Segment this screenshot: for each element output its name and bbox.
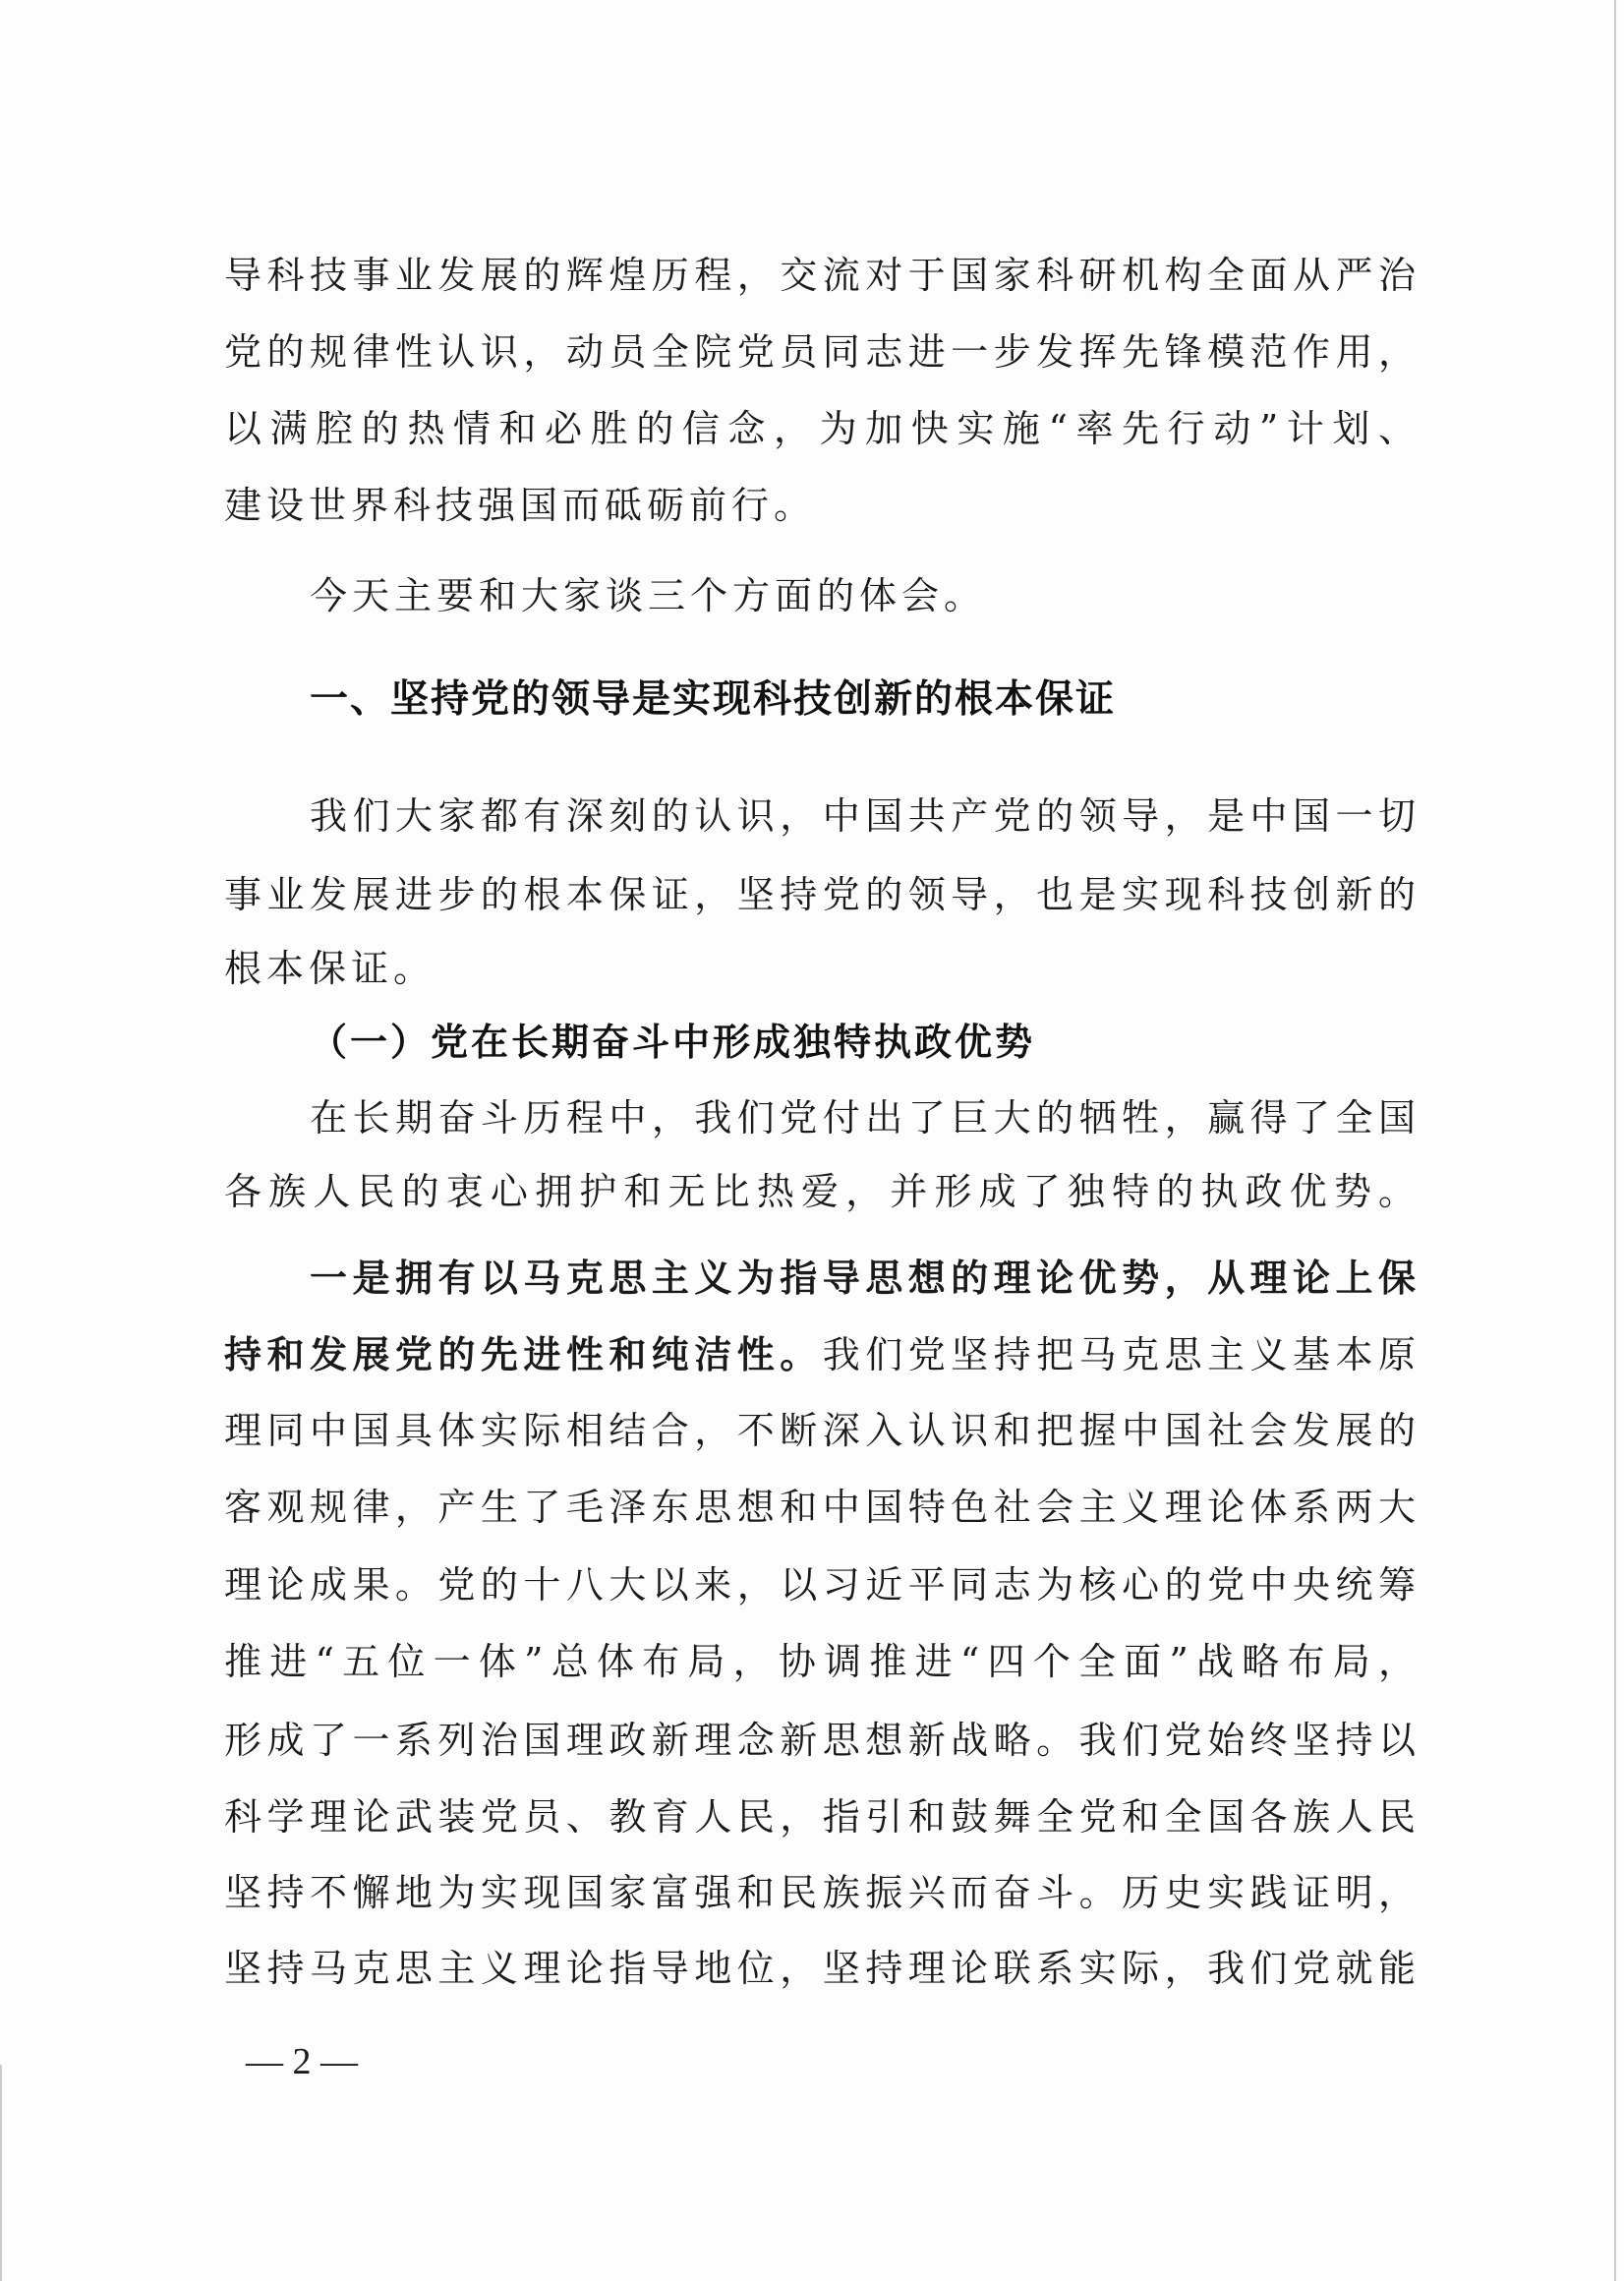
- paragraph-line: 事业发展进步的根本保证，坚持党的领导，也是实现科技创新的: [224, 873, 1416, 916]
- paragraph-line: 科学理论武装党员、教育人民，指引和鼓舞全党和全国各族人民: [224, 1795, 1416, 1839]
- bold-lead-text: 持和发展党的先进性和纯洁性。: [224, 1332, 823, 1376]
- paragraph-line: 理同中国具体实际相结合，不断深入认识和把握中国社会发展的: [224, 1409, 1416, 1452]
- paragraph-line: 导科技事业发展的辉煌历程，交流对于国家科研机构全面从严治: [224, 254, 1416, 297]
- page-number: — 2 —: [246, 2041, 358, 2082]
- paragraph-line: 客观规律，产生了毛泽东思想和中国特色社会主义理论体系两大: [224, 1486, 1416, 1529]
- paragraph-line: 各族人民的衷心拥护和无比热爱，并形成了独特的执政优势。: [224, 1170, 1416, 1213]
- subsection-heading: （一）党在长期奋斗中形成独特执政优势: [310, 1020, 1036, 1064]
- paragraph-line: 以满腔的热情和必胜的信念，为加快实施“率先行动”计划、: [224, 407, 1416, 450]
- paragraph-line: 今天主要和大家谈三个方面的体会。: [310, 574, 987, 617]
- scan-edge-right: [1614, 0, 1616, 2281]
- paragraph-line: 坚持不懈地为实现国家富强和民族振兴而奋斗。历史实践证明，: [224, 1871, 1416, 1914]
- paragraph-line: 理论成果。党的十八大以来，以习近平同志为核心的党中央统筹: [224, 1563, 1416, 1607]
- bold-lead-line: 一是拥有以马克思主义为指导思想的理论优势，从理论上保: [310, 1256, 1416, 1300]
- paragraph-line: 根本保证。: [224, 947, 436, 990]
- mixed-line: [224, 1325, 1416, 1384]
- paragraph-line: 推进“五位一体”总体布局，协调推进“四个全面”战略布局，: [224, 1640, 1416, 1683]
- scan-edge-left: [0, 2065, 2, 2281]
- paragraph-line: 我们大家都有深刻的认识，中国共产党的领导，是中国一切: [310, 794, 1416, 838]
- section-heading: 一、坚持党的领导是实现科技创新的根本保证: [310, 677, 1117, 722]
- paragraph-line: 党的规律性认识，动员全院党员同志进一步发挥先锋模范作用，: [224, 330, 1416, 374]
- paragraph-text: 我们党坚持把马克思主义基本原: [822, 1333, 1416, 1376]
- paragraph-line: 坚持马克思主义理论指导地位，坚持理论联系实际，我们党就能: [224, 1947, 1416, 1990]
- paragraph-line: 形成了一系列治国理政新理念新思想新战略。我们党始终坚持以: [224, 1719, 1416, 1762]
- paragraph-line: 建设世界科技强国而砥砺前行。: [224, 484, 817, 527]
- paragraph-line: 在长期奋斗历程中，我们党付出了巨大的牺牲，赢得了全国: [310, 1096, 1416, 1140]
